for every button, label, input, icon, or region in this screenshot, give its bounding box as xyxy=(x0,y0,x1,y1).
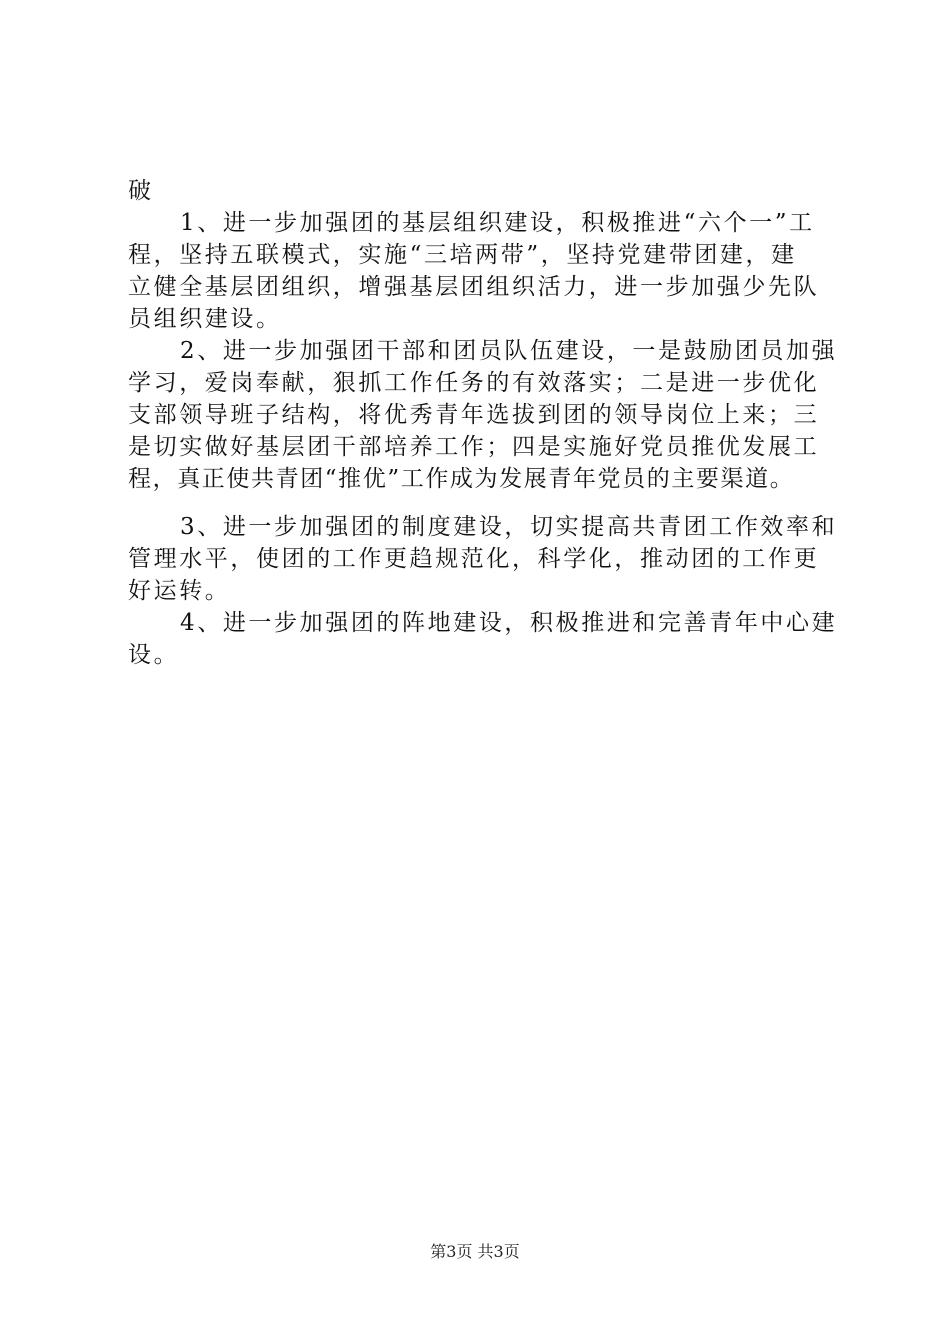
paragraph-4-line-1: 4、进一步加强团的阵地建设，积极推进和完善青年中心建 xyxy=(180,610,838,636)
paragraph-2-line-2: 学习，爱岗奉献，狠抓工作任务的有效落实；二是进一步优化 xyxy=(128,370,820,396)
paragraph-2-line-1: 2、进一步加强团干部和团员队伍建设，一是鼓励团员加强 xyxy=(180,338,838,364)
paragraph-3-line-2: 管理水平，使团的工作更趋规范化，科学化，推动团的工作更 xyxy=(128,546,820,572)
paragraph-2-line-3: 支部领导班子结构，将优秀青年选拔到团的领导岗位上来；三 xyxy=(128,402,820,428)
paragraph-2-line-5: 程，真正使共青团“推优”工作成为发展青年党员的主要渠道。 xyxy=(128,466,795,492)
paragraph-3-line-3: 好运转。 xyxy=(128,578,231,604)
paragraph-1-line-4: 员组织建设。 xyxy=(128,306,282,332)
paragraph-1-line-1: 1、进一步加强团的基层组织建设，积极推进“六个一”工 xyxy=(180,210,815,236)
page-footer: 第3页 共3页 xyxy=(430,1242,520,1261)
paragraph-1-line-2: 程，坚持五联模式，实施“三培两带”，坚持党建带团建，建 xyxy=(128,242,797,268)
paragraph-3-line-1: 3、进一步加强团的制度建设，切实提高共青团工作效率和 xyxy=(180,514,838,540)
paragraph-1-line-3: 立健全基层团组织，增强基层团组织活力，进一步加强少先队 xyxy=(128,274,820,300)
paragraph-4-line-2: 设。 xyxy=(128,642,180,668)
text-line: 破 xyxy=(128,178,154,204)
paragraph-2-line-4: 是切实做好基层团干部培养工作；四是实施好党员推优发展工 xyxy=(128,434,820,460)
